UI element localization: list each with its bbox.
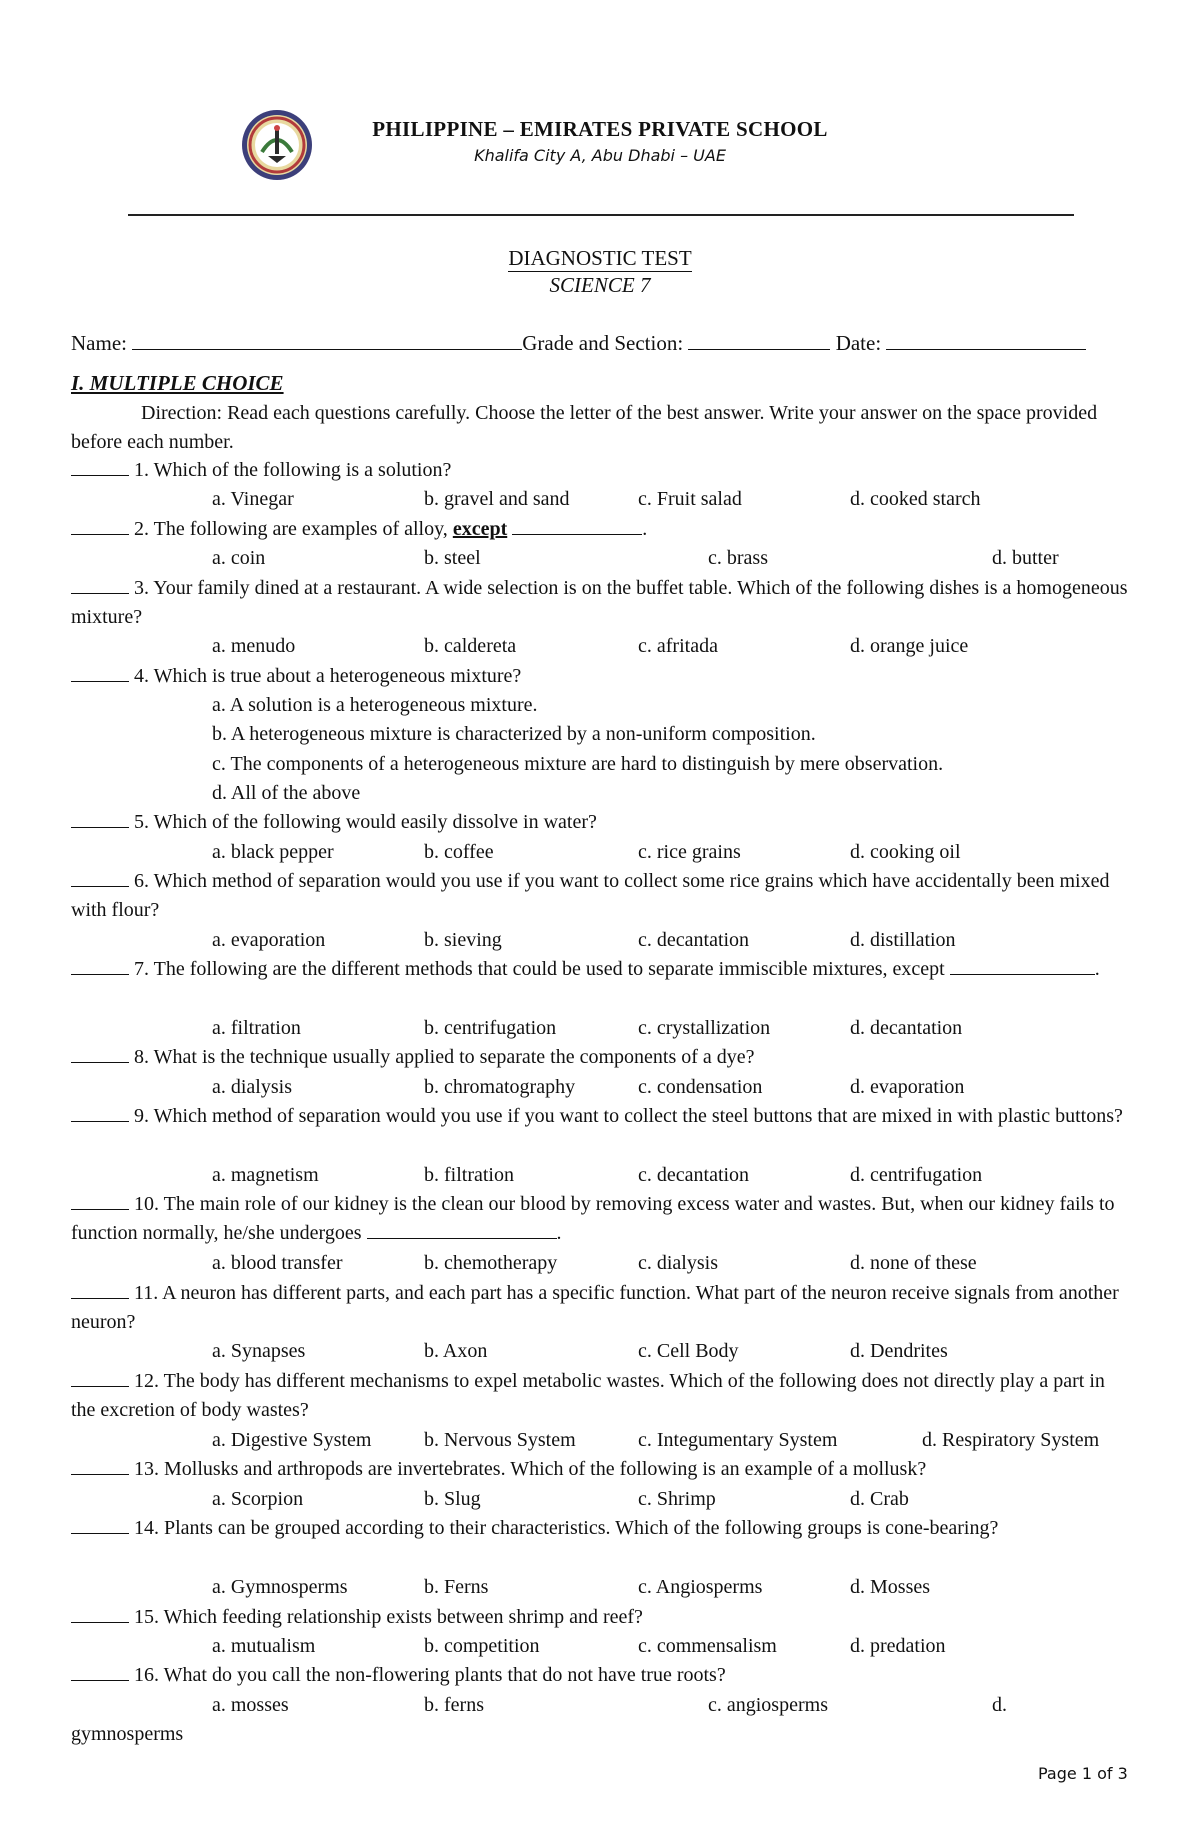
question-15: 15. Which feeding relationship exists between shrimp and reef?: [71, 1603, 1133, 1632]
header-divider: [128, 214, 1074, 216]
inline-blank: [512, 516, 642, 535]
option-a: a. Scorpion: [212, 1488, 304, 1510]
option-c: c. condensation: [638, 1076, 763, 1098]
answer-blank[interactable]: [71, 1662, 129, 1681]
option-b: b. competition: [424, 1635, 540, 1657]
option-d: d. decantation: [850, 1017, 963, 1039]
option-d: d. butter: [992, 547, 1059, 569]
option-c: c. The components of a heterogeneous mixture are hard to distinguish by mere observation.: [212, 753, 944, 775]
option-a: a. filtration: [212, 1017, 301, 1039]
option-d: d. Respiratory System: [922, 1429, 1100, 1451]
question-7: 7. The following are the different methods that could be used to separate immiscible mixtures, except .: [71, 955, 1133, 984]
answer-blank[interactable]: [71, 868, 129, 887]
option-b: b. caldereta: [424, 635, 517, 657]
question-10: 10. The main role of our kidney is the clean our blood by removing excess water and wastes. But, when our kidney fails to function normally, he/she undergoes .: [71, 1193, 1115, 1245]
inline-blank: [367, 1220, 557, 1239]
option-a: a. dialysis: [212, 1076, 292, 1098]
answer-blank[interactable]: [71, 1044, 129, 1063]
question-1: 1. Which of the following is a solution?: [71, 456, 1133, 485]
question-2: 2. The following are examples of alloy, except .: [71, 515, 1133, 544]
option-a: a. coin: [212, 547, 266, 569]
date-field[interactable]: [886, 331, 1086, 350]
option-c: c. crystallization: [638, 1017, 771, 1039]
date-label: Date:: [835, 331, 882, 355]
option-c: c. commensalism: [638, 1635, 777, 1657]
option-b: b. filtration: [424, 1164, 514, 1186]
option-d: d. cooked starch: [850, 488, 981, 510]
question-4: 4. Which is true about a heterogeneous mixture?: [71, 662, 1133, 691]
section-direction: Direction: Read each questions carefully. Choose the letter of the best answer. Write your answer on the space provided before each number.: [71, 402, 1098, 454]
option-c: c. Fruit salad: [638, 488, 742, 510]
option-c: c. Shrimp: [638, 1488, 716, 1510]
option-d: d. distillation: [850, 929, 956, 951]
name-label: Name:: [71, 331, 127, 355]
question-16: 16. What do you call the non-flowering plants that do not have true roots?: [71, 1661, 1133, 1690]
option-d: d. Dendrites: [850, 1340, 948, 1362]
option-a: a. evaporation: [212, 929, 326, 951]
option-d: d. cooking oil: [850, 841, 961, 863]
answer-blank[interactable]: [71, 1280, 129, 1299]
option-a: a. mutualism: [212, 1635, 316, 1657]
option-b: b. steel: [424, 547, 481, 569]
option-c: c. decantation: [638, 929, 750, 951]
subject-title: SCIENCE 7: [549, 273, 651, 297]
grade-section-label: Grade and Section:: [522, 331, 684, 355]
option-d: d. Mosses: [850, 1576, 931, 1598]
question-13: 13. Mollusks and arthropods are invertebrates. Which of the following is an example of a mollusk?: [71, 1455, 1133, 1484]
option-c: c. Integumentary System: [638, 1429, 838, 1451]
option-b: b. Axon: [424, 1340, 488, 1362]
question-12: 12. The body has different mechanisms to expel metabolic wastes. Which of the following does not directly play a part in the excretion of body wastes?: [71, 1370, 1105, 1422]
question-8: 8. What is the technique usually applied to separate the components of a dye?: [71, 1043, 1133, 1072]
option-c: c. Cell Body: [638, 1340, 739, 1362]
answer-blank[interactable]: [71, 809, 129, 828]
option-d: d. orange juice: [850, 635, 969, 657]
option-c: c. angiosperms: [708, 1694, 828, 1716]
option-a: a. Synapses: [212, 1340, 306, 1362]
question-11: 11. A neuron has different parts, and each part has a specific function. What part of the neuron receive signals from another neuron?: [71, 1282, 1119, 1334]
option-b: b. gravel and sand: [424, 488, 570, 510]
question-3: 3. Your family dined at a restaurant. A wide selection is on the buffet table. Which of the following dishes is a homogeneous mixture?: [71, 577, 1128, 629]
option-b: b. Slug: [424, 1488, 481, 1510]
option-a: a. Digestive System: [212, 1429, 372, 1451]
question-5: 5. Which of the following would easily dissolve in water?: [71, 808, 1133, 837]
option-c: c. brass: [708, 547, 768, 569]
school-name: PHILIPPINE – EMIRATES PRIVATE SCHOOL: [372, 117, 828, 141]
option-b: b. A heterogeneous mixture is characterized by a non-uniform composition.: [212, 723, 816, 745]
name-field[interactable]: [132, 331, 522, 350]
grade-section-field[interactable]: [688, 331, 830, 350]
option-c: c. afritada: [638, 635, 718, 657]
answer-blank[interactable]: [71, 1604, 129, 1623]
answer-blank[interactable]: [71, 1103, 129, 1122]
option-c: c. dialysis: [638, 1252, 718, 1274]
answer-blank[interactable]: [71, 1456, 129, 1475]
option-d: d. none of these: [850, 1252, 977, 1274]
option-a: a. Vinegar: [212, 488, 294, 510]
option-a: a. A solution is a heterogeneous mixture.: [212, 694, 538, 716]
answer-blank[interactable]: [71, 1191, 129, 1210]
test-title: DIAGNOSTIC TEST: [508, 246, 692, 270]
option-b: b. sieving: [424, 929, 502, 951]
option-d: d. All of the above: [212, 782, 361, 804]
option-a: a. menudo: [212, 635, 296, 657]
option-a: a. black pepper: [212, 841, 334, 863]
option-d-continued: gymnosperms: [71, 1723, 184, 1745]
school-address: Khalifa City A, Abu Dhabi – UAE: [474, 146, 726, 165]
option-d: d. predation: [850, 1635, 946, 1657]
answer-blank[interactable]: [71, 956, 129, 975]
option-b: b. chemotherapy: [424, 1252, 558, 1274]
question-14: 14. Plants can be grouped according to their characteristics. Which of the following groups is cone-bearing?: [71, 1514, 1133, 1543]
answer-blank[interactable]: [71, 457, 129, 476]
option-a: a. magnetism: [212, 1164, 319, 1186]
option-b: b. centrifugation: [424, 1017, 557, 1039]
emphasis-except: except: [452, 518, 508, 540]
student-info-row: [71, 331, 1086, 356]
option-b: b. chromatography: [424, 1076, 576, 1098]
option-a: a. blood transfer: [212, 1252, 343, 1274]
answer-blank[interactable]: [71, 663, 129, 682]
question-6: 6. Which method of separation would you use if you want to collect some rice grains which have accidentally been mixed with flour?: [71, 870, 1110, 922]
option-b: b. Ferns: [424, 1576, 489, 1598]
page-number: Page 1 of 3: [1038, 1764, 1128, 1783]
option-b: b. Nervous System: [424, 1429, 576, 1451]
option-c: c. Angiosperms: [638, 1576, 763, 1598]
answer-blank[interactable]: [71, 1515, 129, 1534]
option-a: a. mosses: [212, 1694, 289, 1716]
answer-blank[interactable]: [71, 1368, 129, 1387]
inline-blank: [950, 956, 1095, 975]
answer-blank[interactable]: [71, 516, 129, 535]
option-b: b. ferns: [424, 1694, 484, 1716]
answer-blank[interactable]: [71, 575, 129, 594]
option-c: c. rice grains: [638, 841, 741, 863]
option-a: a. Gymnosperms: [212, 1576, 348, 1598]
section-heading: I. MULTIPLE CHOICE: [71, 371, 284, 395]
option-d: d. Crab: [850, 1488, 909, 1510]
option-d: d.: [992, 1694, 1007, 1716]
question-9: 9. Which method of separation would you use if you want to collect the steel buttons that are mixed in with plastic buttons?: [71, 1102, 1133, 1131]
option-d: d. centrifugation: [850, 1164, 983, 1186]
option-c: c. decantation: [638, 1164, 750, 1186]
option-b: b. coffee: [424, 841, 494, 863]
option-d: d. evaporation: [850, 1076, 965, 1098]
